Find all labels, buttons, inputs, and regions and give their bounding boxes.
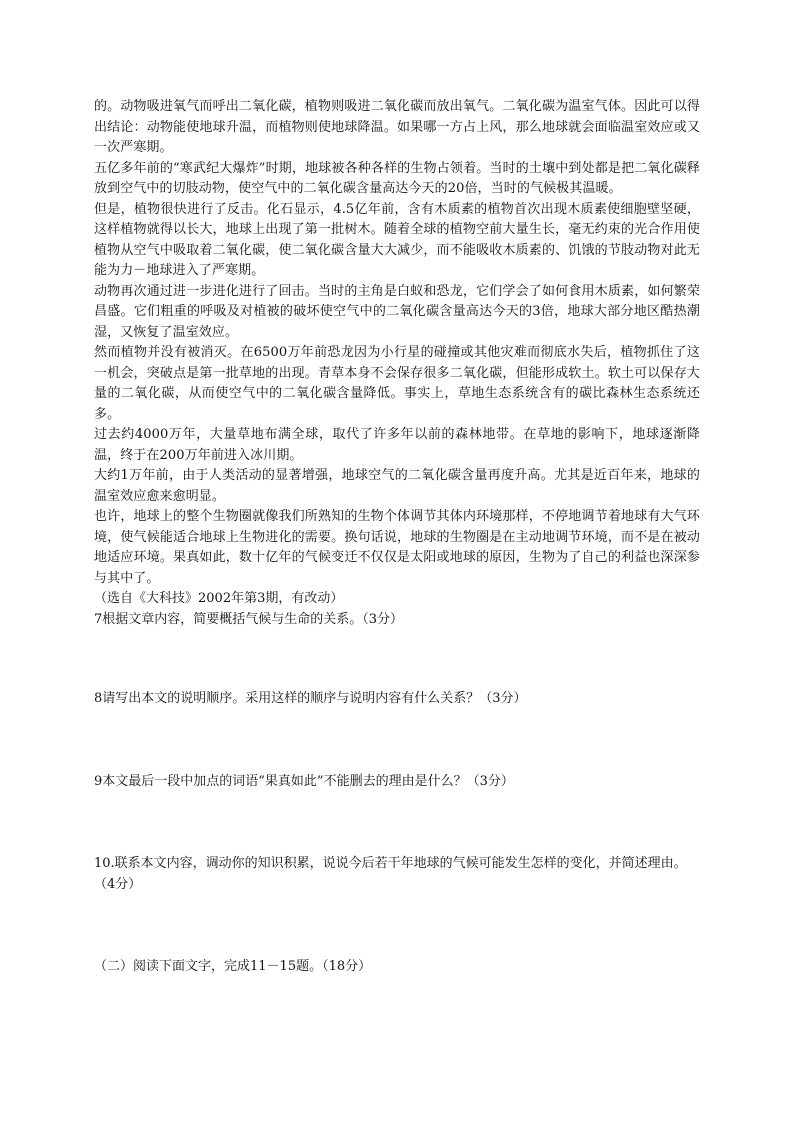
article-paragraph-4: 动物再次通过进一步进化进行了回击。当时的主角是白蚁和恐龙，它们学会了如何食用木质素，如何繁荣昌盛。它们粗重的呼吸及对植被的破坏使空气中的二氧化碳含量高达今天的3倍，地球大部分地区酷热潮湿，又恢复了温室效应。 — [94, 283, 700, 340]
question-9: 9本文最后一段中加点的词语“果真如此”不能删去的理由是什么？（3分） — [94, 773, 514, 789]
article-paragraph-5: 然而植物并没有被消灭。在6500万年前恐龙因为小行星的碰撞或其他灾难而彻底水失后，植物抓住了这一机会，突破点是第一批草地的出现。青草本身不会保存很多二氧化碳，但能形成软土。软土可以保存大量的二氧化碳，从而使空气中的二氧化碳含量降低。事实上，草地生态系统含有的碳比森林生态系统还多。 — [94, 345, 700, 422]
section-2-heading: （二）阅读下面文字，完成11－15题。（18分） — [94, 959, 372, 974]
article-paragraph-7: 大约1万年前，由于人类活动的显著增强，地球空气的二氧化碳含量再度升高。尤其是近百年来，地球的温室效应愈来愈明显。 — [94, 468, 700, 504]
question-10: 10.联系本文内容，调动你的知识积累，说说今后若干年地球的气候可能发生怎样的变化，并简述理由。（4分） — [94, 856, 687, 892]
question-8: 8请写出本文的说明顺序。采用这样的顺序与说明内容有什么关系？（3分） — [94, 691, 527, 706]
article-body — [94, 97, 700, 610]
article-paragraph-1: 的。动物吸进氧气而呼出二氧化碳，植物则吸进二氧化碳而放出氧气。二氧化碳为温室气体。因此可以得出结论：动物能使地球升温，而植物则使地球降温。如果哪一方占上风，那么地球就会面临温室效应或又一次严寒期。 — [94, 99, 700, 155]
article-paragraph-3: 但是，植物很快进行了反击。化石显示，4.5亿年前，含有木质素的植物首次出现木质素使细胞壁坚硬，这样植物就得以长大，地球上出现了第一批树木。随着全球的植物空前大量生长，毫无约束的光合作用使植物从空气中吸取着二氧化碳，使二氧化碳含量大大减少，而不能吸收木质素的、饥饿的节肢动物对此无能为力－地球进入了严寒期。 — [94, 201, 700, 278]
article-source: （选自《大科技》2002年第3期，有改动） — [94, 591, 344, 606]
question-7: 7根据文章内容，简要概括气候与生命的关系。（3分） — [94, 611, 404, 627]
article-paragraph-6: 过去约4000万年，大量草地布满全球，取代了许多年以前的森林地带。在草地的影响下，地球逐渐降温，终于在200万年前进入冰川期。 — [94, 427, 700, 463]
article-paragraph-8: 也许，地球上的整个生物圈就像我们所熟知的生物个体调节其体内环境那样，不停地调节着地球有大气环境，使气候能适合地球上生物进化的需要。换句话说，地球的生物圈是在主动地调节环境，而不是在被动地适应环境。果真如此，数十亿年的气候变迁不仅仅是太阳或地球的原因，生物为了自己的利益也深深参与其中了。 — [94, 509, 700, 586]
document-page — [94, 97, 700, 978]
article-paragraph-2: 五亿多年前的“寒武纪大爆炸”时期，地球被各种各样的生物占领着。当时的土壤中到处都是把二氧化碳释放到空气中的切肢动物，使空气中的二氧化碳含量高达今天的20倍，当时的气候极其温暖。 — [94, 160, 700, 196]
